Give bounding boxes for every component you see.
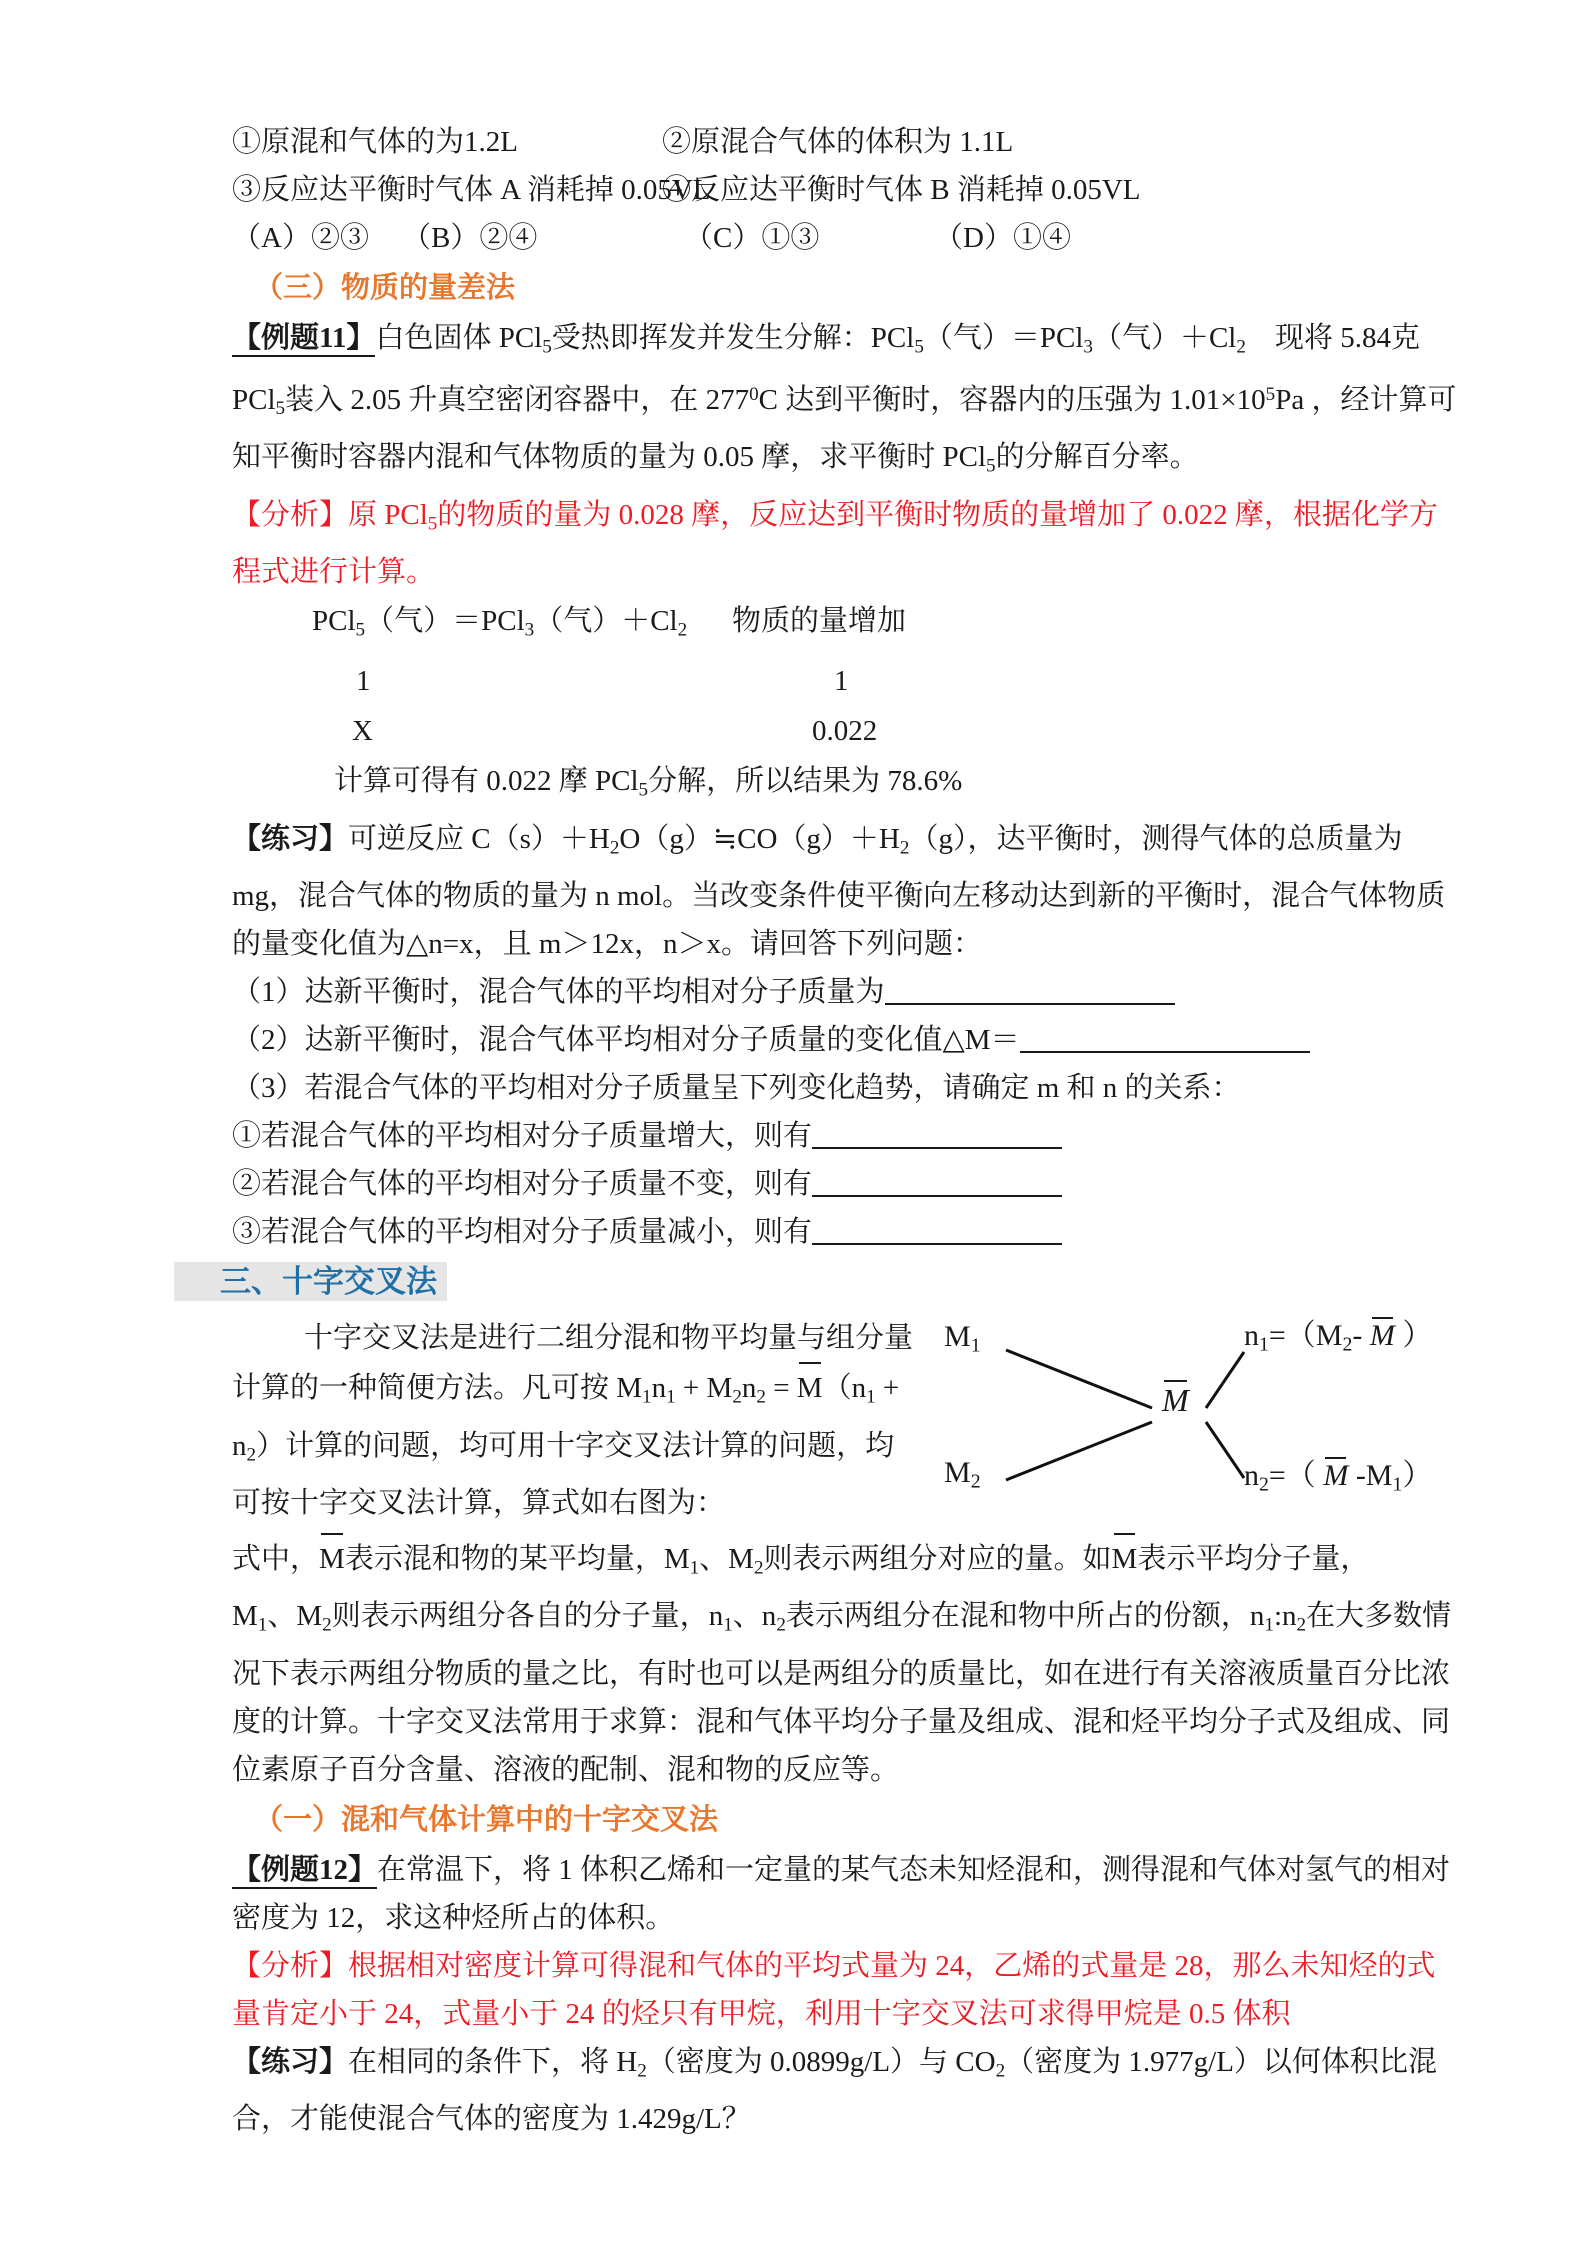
- desc-l2-d: 、n: [732, 1600, 777, 1633]
- desc-l4: 量百分比浓度的计算。十字交叉法常用于求算：混和气体平均分子量及组成、混和烃平均分: [232, 1657, 1451, 1738]
- desc-l2-e: 表示两组分在混和物中所占的份额，n: [785, 1600, 1265, 1633]
- practice-11-text-c: （g），达平衡时，测得气体的总质量: [909, 822, 1374, 855]
- diagram-n1-prefix: n: [1244, 1319, 1259, 1353]
- desc-l2-sub-4: 2: [776, 1614, 786, 1636]
- example-12-text-l1: 在常温下，将 1 体积乙烯和一定量的某气态未知烃混和，测得混和气体对氢气: [377, 1853, 1364, 1886]
- m-bar-symbol-1: M: [797, 1362, 823, 1412]
- example-11-sup-1: 0: [749, 384, 759, 406]
- result-text: [334, 756, 962, 815]
- question-3-item-2-text: ②若混合气体的平均相对分子质量不变，则有: [232, 1168, 813, 1201]
- example-11-text-l2c: C 达到平衡时，容器内的压强为 1.01×10: [758, 384, 1266, 417]
- cross-intro-l2c: + M: [675, 1372, 733, 1405]
- diagram-n1-body-a: =（M: [1268, 1319, 1343, 1353]
- analysis-11-label: 【分析】: [232, 498, 349, 531]
- cross-intro-line-1: 十字交叉法是进行二组分混和物平均量与组分量: [304, 1322, 914, 1355]
- diagram-n1-body-c: ）: [1394, 1319, 1433, 1353]
- cross-intro-sub-1: 1: [642, 1386, 652, 1408]
- cross-intro-l2a: 计算的一种简便方法。凡可按 M: [232, 1372, 643, 1405]
- diagram-label-n1: [1244, 1310, 1432, 1357]
- stoichiometry-result: [312, 756, 1462, 815]
- example-11-sub-5: 5: [275, 398, 286, 420]
- answer-blank-4[interactable]: [812, 1195, 1062, 1197]
- equation-mid-a: （气）＝PCl: [365, 605, 525, 638]
- analysis-11-paragraph: [232, 491, 1462, 596]
- cross-intro-line-3: [232, 1422, 932, 1479]
- example-11-sup-2: 5: [1265, 384, 1276, 406]
- answer-blank-1[interactable]: [885, 1003, 1175, 1005]
- question-1-text: （1）达新平衡时，混合气体的平均相对分子质量为: [232, 976, 885, 1009]
- question-2-text: （2）达新平衡时，混合气体平均相对分子质量的变化值△M＝: [232, 1024, 1020, 1057]
- section-heading-mole-difference: （三）物质的量差法: [254, 272, 516, 304]
- equation-mid-b: （气）＋Cl: [534, 605, 678, 638]
- desc-l2-b: 、M: [267, 1600, 323, 1633]
- practice-11-label: 【练习】: [232, 822, 349, 855]
- practice-12-paragraph: [232, 2038, 1462, 2143]
- example-11-label-close: 】: [346, 322, 375, 357]
- section-heading-cross: 三、十字交叉法: [174, 1262, 447, 1301]
- example-11-text-l3a: 经计算可知平衡时容器内混和气体物质的量为 0.05 摩，求平衡时 PCl: [232, 384, 1457, 474]
- equation-sub-2: 3: [524, 619, 535, 641]
- example-11-sub-6: 5: [986, 455, 996, 477]
- diagram-n2-body-a: =（: [1268, 1459, 1324, 1493]
- practice-12-text-a: 在相同的条件下，将 H: [348, 2045, 638, 2078]
- example-12-paragraph: [232, 1846, 1462, 1942]
- example-12-text-l2: 的相对密度为 12，求这种烃所占的体积。: [232, 1853, 1451, 1934]
- question-3-item-1: [232, 1112, 1462, 1160]
- desc-l2-sub-1: 1: [257, 1614, 268, 1636]
- practice-11-sub-2: 2: [899, 837, 910, 859]
- section-heading-gas-cross: （一）混和气体计算中的十字交叉法: [254, 1803, 719, 1836]
- stoich-left-1: 1: [356, 664, 371, 697]
- desc-l1-sub-1: 1: [689, 1557, 700, 1579]
- desc-l1-sub-2: 2: [753, 1557, 764, 1579]
- cross-description-paragraph: [232, 1533, 1462, 1592]
- analysis-11-text-l2: 学方程式进行计算。: [232, 498, 1438, 589]
- cross-intro-l2d: n: [741, 1372, 757, 1405]
- equation-sub-1: 5: [355, 619, 366, 641]
- example-11-sub-1: 5: [542, 336, 552, 358]
- diagram-n1-body-b: -: [1352, 1319, 1370, 1353]
- equation-row: [312, 596, 1462, 655]
- answer-blank-2[interactable]: [1020, 1051, 1310, 1053]
- stoich-right-1: 1: [834, 664, 849, 697]
- cross-intro-sub-6: 2: [246, 1443, 257, 1465]
- example-11-text-l2b: 装入 2.05 升真空密闭容器中，在 277: [285, 384, 750, 417]
- cross-intro-line-2: [232, 1362, 932, 1421]
- practice-12-text-b: （密度为 0.0899g/L）与 CO: [646, 2045, 996, 2078]
- desc-l2-c: 则表示两组分各自的分子量，n: [331, 1600, 724, 1633]
- example-11-paragraph: [232, 314, 1462, 491]
- question-3-item-2: [232, 1160, 1462, 1208]
- result-sub: 5: [638, 778, 649, 800]
- desc-l1-d: 则表示两组分对应的量。如: [763, 1542, 1112, 1575]
- example-11-text-l3b: 的分解百分率。: [995, 441, 1199, 474]
- question-1: [232, 968, 1462, 1016]
- choice-a: （A）②③: [232, 222, 369, 254]
- practice-11-text-l2: 为 mg，混合气体的物质的量为 n mol。当改变条件使平衡向左移动达到新的平衡时，混合: [232, 822, 1403, 913]
- example-12-label-close: 】: [348, 1854, 377, 1889]
- equation-left: [312, 596, 732, 655]
- cross-intro-l2e: =: [765, 1372, 797, 1405]
- question-2: [232, 1016, 1462, 1064]
- cross-intro-l2g: +: [875, 1372, 900, 1405]
- diagram-n1-body-sub: 2: [1342, 1333, 1353, 1356]
- example-11-text-l2d: Pa ，: [1275, 384, 1341, 417]
- cross-intro-l2f: （n: [822, 1372, 867, 1405]
- desc-l2-sub-2: 2: [322, 1614, 332, 1636]
- desc-l2-sub-3: 1: [723, 1614, 733, 1636]
- practice-11-paragraph: [232, 815, 1462, 968]
- desc-l1-a: 式中，: [232, 1542, 320, 1575]
- practice-12-text-l2: 比混合，才能使混合气体的密度为 1.429g/L？: [232, 2045, 1437, 2135]
- cross-intro-sub-5: 1: [866, 1386, 876, 1408]
- section-heading-cross-wrap: [174, 1256, 1462, 1314]
- diagram-n1-sub: 1: [1259, 1333, 1269, 1356]
- stoichiometry-row-1: [312, 656, 1462, 706]
- question-3-item-1-text: ①若混合气体的平均相对分子质量增大，则有: [232, 1120, 813, 1153]
- analysis-11-text-b: 的物质的量为 0.028 摩，反应达到平衡时物质的量增加了 0.022 摩，根据化: [437, 498, 1380, 531]
- cross-intro-sub-2: 1: [666, 1386, 676, 1408]
- diagram-label-m2: [944, 1456, 981, 1494]
- desc-l5: 子式及组成、同位素原子百分含量、溶液的配制、混和物的反应等。: [232, 1705, 1451, 1786]
- cross-intro-l2b: n: [651, 1372, 667, 1405]
- option-item-4: ④反应达平衡时气体 B 消耗掉 0.05VL: [662, 174, 1141, 206]
- diagram-m1-text: M: [944, 1320, 971, 1354]
- example-12-label: 【例题: [232, 1854, 319, 1889]
- options-row-2: [232, 166, 1462, 214]
- stoich-right-2: 0.022: [812, 714, 878, 747]
- equation-sub-3: 2: [677, 619, 688, 641]
- analysis-12-text-l1: 根据相对密度计算可得混和气体的平均式量为 24，乙烯的式量是 28，那么未知烃: [348, 1949, 1378, 1982]
- analysis-12-text-l2: 的式量肯定小于 24，式量小于 24 的烃只有甲烷，利用十字交叉法可求得甲烷是 0.5 体积: [232, 1949, 1436, 2030]
- diagram-n2-body-b: -M: [1348, 1459, 1393, 1493]
- answer-blank-3[interactable]: [812, 1147, 1062, 1149]
- desc-l1-b: 表示混和物的某平均量，M: [344, 1542, 690, 1575]
- diagram-n2-sub: 2: [1259, 1473, 1269, 1496]
- choices-row: [232, 214, 1462, 262]
- cross-intro-zone: [232, 1314, 1462, 1527]
- example-11-text-l2a: 克 PCl: [232, 322, 1420, 417]
- cross-intro-sub-4: 2: [756, 1386, 766, 1408]
- example-11-label: 【例题: [232, 322, 319, 357]
- m-bar-symbol-center: M: [1162, 1382, 1189, 1419]
- m-bar-symbol-3: M: [1112, 1533, 1138, 1583]
- analysis-12-paragraph: [232, 1942, 1462, 2038]
- example-11-sub-2: 5: [914, 336, 924, 358]
- diagram-m2-text: M: [944, 1456, 971, 1490]
- example-12-number: 12: [319, 1854, 348, 1889]
- choice-c: （C）①③: [684, 222, 820, 254]
- practice-11-text-l3: 气体物质的量变化值为△n=x，且 m＞12x，n＞x。请回答下列问题：: [232, 880, 1446, 961]
- diagram-n2-prefix: n: [1244, 1459, 1259, 1493]
- result-text-a: 计算可得有 0.022 摩 PCl: [334, 764, 639, 797]
- diagram-m2-sub: 2: [970, 1470, 981, 1493]
- choice-d: （D）①④: [934, 222, 1071, 254]
- cross-multiplication-diagram: [944, 1308, 1464, 1524]
- equation-right-label: 物质的量增加: [732, 605, 907, 638]
- m-bar-symbol-n2: M: [1323, 1459, 1349, 1493]
- analysis-11-text-a: 原 PCl: [348, 498, 428, 531]
- cross-intro-line-4: 可按十字交叉法计算，算式如右图为：: [232, 1486, 726, 1519]
- practice-11-sub-1: 2: [609, 837, 620, 859]
- example-11-number: 11: [319, 322, 346, 357]
- question-3-item-3-text: ③若混合气体的平均相对分子质量减小，则有: [232, 1216, 813, 1249]
- example-11-text-d: （气）＋Cl: [1092, 322, 1237, 354]
- practice-12-sub-2: 2: [995, 2059, 1006, 2081]
- diagram-n2-body-sub: 1: [1392, 1473, 1403, 1496]
- question-3: （3）若混合气体的平均相对分子质量呈下列变化趋势，请确定 m 和 n 的关系：: [232, 1072, 1241, 1105]
- practice-11-text-a: 可逆反应 C（s）＋H: [348, 822, 610, 855]
- cross-intro-text: [232, 1314, 932, 1527]
- desc-l3: 多数情况下表示两组分物质的量之比，有时也可以是两组分的质量比，如在进行有关溶液质: [232, 1600, 1452, 1690]
- diagram-m1-sub: 1: [970, 1334, 981, 1357]
- practice-12-sub-1: 2: [637, 2059, 647, 2081]
- example-11-sub-4: 2: [1236, 336, 1246, 358]
- answer-blank-5[interactable]: [812, 1243, 1062, 1245]
- choice-b: （B）②④: [402, 222, 538, 254]
- cross-intro-l3b: ）计算的问题，均可用十字交叉法计算的问题，均: [256, 1429, 895, 1462]
- diagram-n2-body-c: ）: [1402, 1459, 1433, 1493]
- m-bar-symbol-n1: M: [1369, 1319, 1395, 1353]
- desc-l2-f: :n: [1273, 1600, 1297, 1633]
- result-text-b: 分解，所以结果为 78.6%: [648, 764, 963, 797]
- desc-l2-a: M: [232, 1600, 258, 1633]
- stoichiometry-row-2: [312, 706, 1462, 756]
- desc-l2-sub-6: 2: [1296, 1614, 1307, 1636]
- options-row-1: [232, 118, 1462, 166]
- option-item-2: ②原混合气体的体积为 1.1L: [662, 126, 1014, 158]
- desc-l1-c: 、M: [699, 1542, 754, 1575]
- desc-l2-sub-5: 1: [1264, 1614, 1274, 1636]
- practice-12-label: 【练习】: [232, 2045, 349, 2078]
- cross-intro-sub-3: 2: [732, 1386, 742, 1408]
- question-3-item-3: [232, 1208, 1462, 1256]
- cross-description-paragraph-2: [232, 1592, 1462, 1793]
- analysis-11-sub: 5: [427, 513, 438, 535]
- m-bar-symbol-2: M: [319, 1533, 345, 1583]
- option-item-1: ①原混和气体的为1.2L: [232, 126, 518, 158]
- example-11-text-e: 现将 5.84: [1245, 322, 1391, 354]
- practice-12-text-c: （密度为 1.977g/L）以何体积: [1005, 2045, 1379, 2078]
- stoichiometry-block: [232, 596, 1462, 815]
- option-item-3: ③反应达平衡时气体 A 消耗掉 0.05VL: [232, 174, 711, 206]
- diagram-label-n2: [1244, 1450, 1432, 1497]
- stoich-left-2: X: [352, 714, 373, 747]
- example-11-text-b: 受热即挥发并发生分解：PCl: [551, 322, 915, 354]
- example-11-sub-3: 3: [1083, 336, 1093, 358]
- diagram-label-m1: [944, 1320, 981, 1358]
- desc-l2-g: 在大: [1306, 1600, 1365, 1633]
- analysis-12-label: 【分析】: [232, 1949, 349, 1982]
- diagram-label-center: [1162, 1380, 1189, 1419]
- practice-11-text-b: O（g）≒CO（g）＋H: [619, 822, 900, 855]
- page-content: [220, 118, 1462, 2143]
- equation-pcl5: PCl: [312, 605, 356, 638]
- example-11-text-a: 白色固体 PCl: [375, 322, 543, 354]
- example-11-text-c: （气）＝PCl: [923, 322, 1084, 354]
- desc-l1-e: 表示平均分子量，: [1137, 1542, 1370, 1575]
- cross-intro-l3a: n: [232, 1429, 247, 1462]
